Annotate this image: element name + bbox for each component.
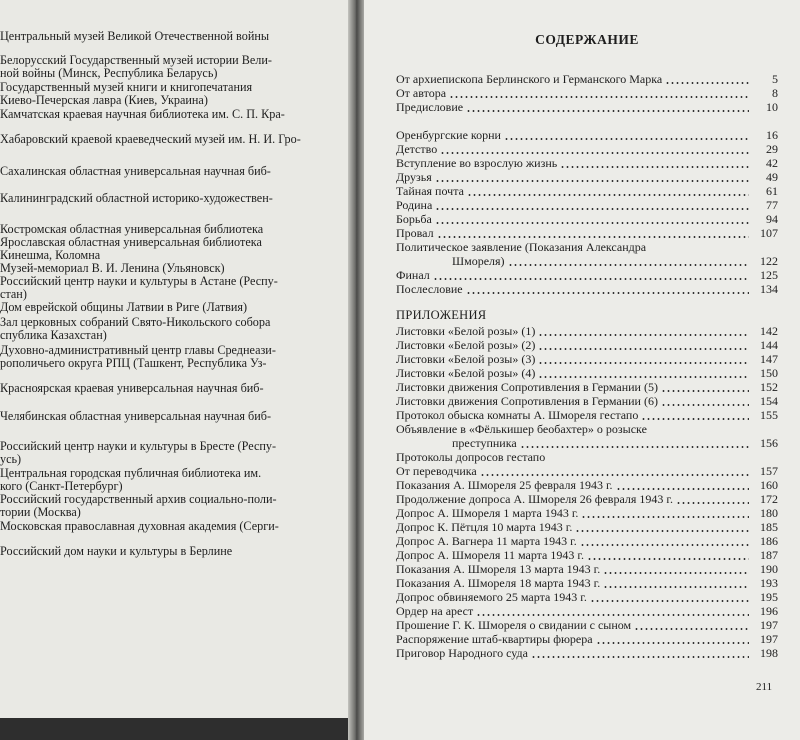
left-list-item: Белорусский Государственный музей истории Вели- (0, 53, 272, 67)
toc-entry-title: Продолжение допроса А. Шмореля 26 февраля 1943 г. (396, 492, 673, 506)
toc-entry (396, 86, 778, 101)
toc-entry-title: Допрос А. Шмореля 11 марта 1943 г. (396, 548, 584, 562)
toc-entry-title: Провал (396, 226, 434, 240)
toc-dot-leader (504, 138, 749, 140)
toc-entry-title: Ордер на арест (396, 604, 474, 618)
toc-entry-title: Листовки «Белой розы» (2) (396, 338, 536, 352)
toc-dot-leader (575, 530, 749, 532)
toc-entry-title: Родина (396, 198, 433, 212)
toc-dot-leader (508, 264, 749, 266)
toc-entry (396, 478, 778, 493)
toc-dot-leader (590, 600, 749, 602)
toc-dot-leader (437, 236, 749, 238)
left-list-item: стан) (0, 287, 27, 301)
toc-entry (396, 520, 778, 535)
toc-continuation-text: Шмореля) (452, 254, 505, 268)
toc-entry-page: 122 (760, 254, 778, 268)
toc-entry-title: Показания А. Шмореля 13 марта 1943 г. (396, 562, 601, 576)
toc-continuation-text: преступника (452, 436, 517, 450)
toc-dot-leader (538, 334, 749, 336)
toc-entry (396, 226, 778, 241)
toc-dot-leader (435, 180, 749, 182)
toc-dot-leader (466, 110, 749, 112)
toc-entry-title: Листовки движения Сопротивления в Германии (5) (396, 380, 658, 394)
toc-dot-leader (476, 614, 749, 616)
toc-dot-leader (603, 572, 749, 574)
toc-dot-leader (538, 348, 749, 350)
left-list-item: Музей-мемориал В. И. Ленина (Ульяновск) (0, 261, 225, 275)
toc-entry (396, 282, 778, 297)
toc-entry (396, 548, 778, 563)
left-page (0, 0, 348, 718)
toc-entry (396, 506, 778, 521)
toc-entry-page: 197 (760, 618, 778, 632)
toc-entry-title: Прошение Г. К. Шмореля о свидании с сыном (396, 618, 632, 632)
toc-entry-page: 42 (766, 156, 778, 170)
toc-dot-leader (676, 502, 749, 504)
book-gutter (348, 0, 364, 740)
toc-dot-leader (580, 544, 749, 546)
left-list-item: Московская православная духовная академия (Серги- (0, 519, 279, 533)
left-list-item: Хабаровский краевой краеведческий музей им. Н. И. Гро- (0, 132, 301, 146)
toc-entry-title: Допрос К. Пётцля 10 марта 1943 г. (396, 520, 573, 534)
toc-entry (396, 464, 778, 479)
toc-entry-continuation (396, 254, 778, 269)
toc-entry-title: Оренбургские корни (396, 128, 501, 142)
toc-entry-title: Борьба (396, 212, 432, 226)
toc-entry-page: 198 (760, 646, 778, 660)
left-list-item: Костромская областная универсальная библиотека (0, 222, 264, 236)
left-list-item: ной войны (Минск, Республика Беларусь) (0, 66, 218, 80)
toc-entry-page: 134 (760, 282, 778, 296)
toc-entry (396, 380, 778, 395)
toc-entry (396, 576, 778, 591)
toc-entry-title: От архиепископа Берлинского и Германского Марка (396, 72, 663, 86)
toc-dot-leader (616, 488, 749, 490)
toc-entry-page: 5 (772, 72, 778, 86)
toc-entry-page: 29 (766, 142, 778, 156)
toc-entry (396, 240, 778, 255)
toc-entry-title: Тайная почта (396, 184, 464, 198)
left-list-item: Российский дом науки и культуры в Берлине (0, 544, 233, 558)
toc-entry-page: 144 (760, 338, 778, 352)
toc-entry-title: Листовки «Белой розы» (1) (396, 324, 536, 338)
left-list-item: Ярославская областная универсальная библиотека (0, 235, 262, 249)
left-list-item: рополичьего округа РПЦ (Ташкент, Республика Уз- (0, 356, 267, 370)
toc-dot-leader (531, 656, 749, 658)
left-list-item: усь) (0, 452, 22, 466)
toc-dot-leader (466, 292, 749, 294)
right-page (364, 0, 800, 740)
toc-heading: СОДЕРЖАНИЕ (535, 32, 639, 47)
toc-entry (396, 394, 778, 409)
toc-entry (396, 128, 778, 143)
toc-entry-title: Послесловие (396, 282, 463, 296)
toc-entry-page: 190 (760, 562, 778, 576)
toc-dot-leader (480, 474, 749, 476)
toc-entry-title: Предисловие (396, 100, 464, 114)
toc-entry-page: 185 (760, 520, 778, 534)
toc-dot-leader (435, 222, 749, 224)
left-list-item: Челябинская областная универсальная научная биб- (0, 409, 271, 423)
toc-entry (396, 268, 778, 283)
toc-entry (396, 72, 778, 87)
toc-dot-leader (596, 642, 749, 644)
toc-entry (396, 198, 778, 213)
toc-entry (396, 590, 778, 605)
toc-dot-leader (665, 82, 749, 84)
toc-entry-page: 152 (760, 380, 778, 394)
toc-entry (396, 170, 778, 185)
toc-entry-page: 195 (760, 590, 778, 604)
left-list-item: Кинешма, Коломна (0, 248, 101, 262)
left-list-item: спублика Казахстан) (0, 328, 107, 342)
left-list-item: Российский государственный архив социально-поли- (0, 492, 277, 506)
toc-entry (396, 604, 778, 619)
toc-entry-page: 125 (760, 268, 778, 282)
toc-entry-continuation (396, 436, 778, 451)
toc-entry-title: Показания А. Шмореля 18 марта 1943 г. (396, 576, 601, 590)
toc-entry-title: Протокол обыска комнаты А. Шмореля гестапо (396, 408, 639, 422)
toc-entry-page: 8 (772, 86, 778, 100)
toc-dot-leader (634, 628, 749, 630)
toc-entry-title: Вступление во взрослую жизнь (396, 156, 558, 170)
toc-entry-page: 180 (760, 506, 778, 520)
toc-entry (396, 100, 778, 115)
toc-entry (396, 492, 778, 507)
toc-entry-page: 156 (760, 436, 778, 450)
toc-entry-page: 154 (760, 394, 778, 408)
toc-entry-page: 107 (760, 226, 778, 240)
left-list-item: Духовно-административный центр главы Среднеази- (0, 343, 276, 357)
toc-entry-page: 186 (760, 534, 778, 548)
left-list-item: Сахалинская областная универсальная научная биб- (0, 164, 271, 178)
toc-entry (396, 324, 778, 339)
toc-entry-page: 196 (760, 604, 778, 618)
toc-entry-page: 10 (766, 100, 778, 114)
toc-entry (396, 156, 778, 171)
toc-dot-leader (433, 278, 749, 280)
toc-dot-leader (641, 418, 749, 420)
toc-entry-page: 187 (760, 548, 778, 562)
toc-entry-page: 16 (766, 128, 778, 142)
toc-entry-page: 157 (760, 464, 778, 478)
left-list-item: Российский центр науки и культуры в Бресте (Респу- (0, 439, 277, 453)
left-list-item: кого (Санкт-Петербург) (0, 479, 123, 493)
toc-entry-page: 77 (766, 198, 778, 212)
toc-entry (396, 338, 778, 353)
toc-entry-title: Финал (396, 268, 430, 282)
toc-dot-leader (603, 586, 749, 588)
toc-entry-title: Политическое заявление (Показания Александра (396, 240, 647, 254)
toc-entry-title: Друзья (396, 170, 432, 184)
toc-entry-title: Допрос А. Вагнера 11 марта 1943 г. (396, 534, 577, 548)
toc-dot-leader (560, 166, 749, 168)
toc-dot-leader (661, 404, 749, 406)
toc-dot-leader (581, 516, 749, 518)
toc-entry (396, 408, 778, 423)
appendix-heading: ПРИЛОЖЕНИЯ (396, 308, 487, 322)
toc-entry-page: 197 (760, 632, 778, 646)
toc-entry-page: 147 (760, 352, 778, 366)
toc-entry (396, 562, 778, 577)
left-list-item: Калининградский областной историко-художествен- (0, 191, 273, 205)
toc-dot-leader (449, 96, 749, 98)
toc-entry-page: 160 (760, 478, 778, 492)
toc-entry-title: От переводчика (396, 464, 477, 478)
toc-dot-leader (538, 376, 749, 378)
toc-entry-title: Детство (396, 142, 438, 156)
left-list-item: Киево-Печерская лавра (Киев, Украина) (0, 93, 208, 107)
toc-entry-title: Показания А. Шмореля 25 февраля 1943 г. (396, 478, 613, 492)
toc-entry-title: Листовки движения Сопротивления в Германии (6) (396, 394, 658, 408)
toc-dot-leader (520, 446, 749, 448)
left-list-item: Камчатская краевая научная библиотека им. С. П. Кра- (0, 107, 285, 121)
toc-entry (396, 366, 778, 381)
toc-entry-title: Объявление в «Фёлькишер беобахтер» о розыске (396, 422, 647, 436)
toc-entry (396, 450, 778, 465)
left-list-item: тории (Москва) (0, 505, 81, 519)
left-list-item: Красноярская краевая универсальная научная биб- (0, 381, 264, 395)
toc-dot-leader (538, 362, 749, 364)
toc-entry-page: 172 (760, 492, 778, 506)
toc-entry-title: Допрос А. Шмореля 1 марта 1943 г. (396, 506, 579, 520)
toc-entry-page: 142 (760, 324, 778, 338)
toc-entry-page: 94 (766, 212, 778, 226)
toc-entry-title: От автора (396, 86, 447, 100)
left-list-item: Дом еврейской общины Латвии в Риге (Латвия) (0, 300, 248, 314)
toc-entry-page: 150 (760, 366, 778, 380)
toc-dot-leader (587, 558, 749, 560)
toc-entry (396, 618, 778, 633)
left-list-item: Государственный музей книги и книгопечатания (0, 80, 253, 94)
toc-entry (396, 632, 778, 647)
toc-entry (396, 184, 778, 199)
toc-entry-page: 49 (766, 170, 778, 184)
toc-entry-page: 61 (766, 184, 778, 198)
toc-entry-page: 155 (760, 408, 778, 422)
left-list-item: Зал церковных собраний Свято-Никольского собора (0, 315, 271, 329)
left-list-item: Российский центр науки и культуры в Астане (Респу- (0, 274, 278, 288)
toc-dot-leader (440, 152, 749, 154)
toc-entry-title: Приговор Народного суда (396, 646, 528, 660)
toc-entry-title: Протоколы допросов гестапо (396, 450, 546, 464)
toc-entry (396, 534, 778, 549)
left-list-item: Центральная городская публичная библиотека им. (0, 466, 262, 480)
page-number: 211 (756, 681, 773, 693)
toc-entry (396, 212, 778, 227)
toc-entry-page: 193 (760, 576, 778, 590)
toc-entry (396, 422, 778, 437)
toc-entry (396, 352, 778, 367)
toc-entry-title: Листовки «Белой розы» (4) (396, 366, 536, 380)
toc-dot-leader (661, 390, 749, 392)
toc-entry (396, 646, 778, 661)
toc-dot-leader (467, 194, 749, 196)
toc-entry-title: Допрос обвиняемого 25 марта 1943 г. (396, 590, 587, 604)
toc-entry-title: Распоряжение штаб-квартиры фюрера (396, 632, 593, 646)
toc-entry (396, 142, 778, 157)
left-list-item: Центральный музей Великой Отечественной войны (0, 29, 270, 43)
toc-dot-leader (435, 208, 749, 210)
toc-entry-title: Листовки «Белой розы» (3) (396, 352, 536, 366)
